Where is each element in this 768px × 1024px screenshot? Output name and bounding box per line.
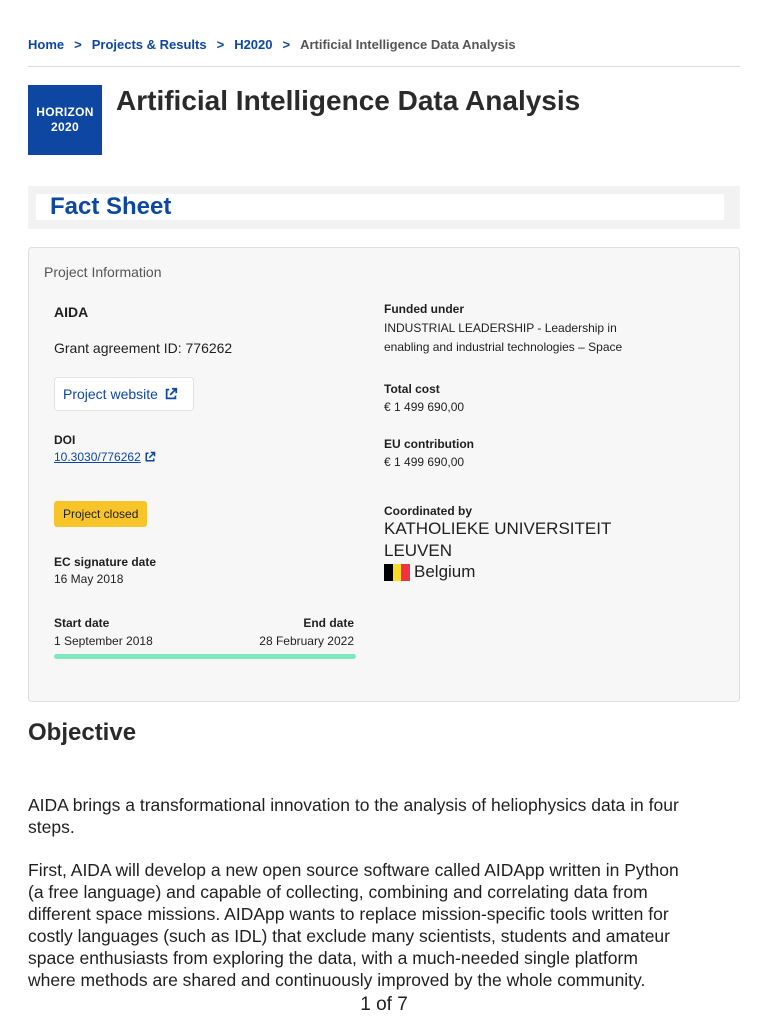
project-information-panel — [28, 247, 740, 702]
doi-value — [54, 450, 156, 464]
end-date-value: 28 February 2022 — [259, 634, 354, 648]
coordinator-name-line1: KATHOLIEKE UNIVERSITEIT — [384, 519, 612, 538]
funded-under-line1: INDUSTRIAL LEADERSHIP - Leadership in — [384, 321, 617, 335]
objective-heading: Objective — [28, 719, 137, 746]
eu-contribution-value: € 1 499 690,00 — [384, 455, 465, 469]
breadcrumb-programme-link[interactable]: H2020 — [234, 37, 273, 52]
project-acronym: AIDA — [54, 304, 89, 320]
objective-p1-line1: AIDA brings a transformational innovation to the analysis of heliophysics data in four — [28, 795, 679, 815]
ec-signature-value: 16 May 2018 — [54, 572, 124, 586]
objective-p2-line4: costly languages (such as IDL) that exclude many scientists, students and amateur — [28, 926, 670, 946]
project-progress-bar — [54, 654, 356, 659]
funded-under-label: Funded under — [384, 302, 464, 316]
objective-paragraph-2 — [28, 859, 740, 991]
country-name: Belgium — [414, 562, 476, 581]
page-number: 1 of 7 — [360, 994, 408, 1015]
belgium-flag-icon — [384, 564, 410, 581]
objective-p2-line2: (a free language) and capable of collecting, combining and correlating data from — [28, 882, 648, 902]
fact-sheet-title: Fact Sheet — [50, 193, 172, 220]
fact-sheet-band — [28, 186, 740, 229]
breadcrumb — [28, 37, 740, 67]
objective-p2-line6: where methods are shared and continuously improved by the whole community. — [28, 970, 646, 990]
project-website-button[interactable] — [54, 377, 194, 411]
doi-link-text: 10.3030/776262 — [54, 450, 141, 464]
panel-caption: Project Information — [44, 264, 162, 280]
breadcrumb-home-link[interactable]: Home — [28, 37, 65, 52]
ec-signature-label: EC signature date — [54, 555, 157, 569]
chevron-right-icon: > — [216, 37, 225, 52]
external-link-icon — [164, 387, 178, 401]
total-cost-value: € 1 499 690,00 — [384, 400, 465, 414]
start-date-label: Start date — [54, 616, 110, 630]
doi-label: DOI — [54, 433, 76, 447]
breadcrumb-projects-link[interactable]: Projects & Results — [91, 37, 207, 52]
objective-p2-line3: different space missions. AIDApp wants to replace mission-specific tools written for — [28, 904, 669, 924]
total-cost-label: Total cost — [384, 382, 440, 396]
horizon-2020-logo — [28, 85, 102, 155]
coordinated-by-label: Coordinated by — [384, 504, 473, 518]
objective-paragraph-1 — [28, 794, 740, 838]
chevron-right-icon: > — [282, 37, 291, 52]
project-website-label: Project website — [63, 386, 158, 402]
external-link-icon — [144, 451, 156, 463]
grant-agreement-id: Grant agreement ID: 776262 — [54, 340, 233, 356]
status-badge: Project closed — [54, 501, 147, 527]
objective-p1-line2: steps. — [28, 817, 75, 837]
coordinator-name — [384, 518, 684, 562]
start-date-value: 1 September 2018 — [54, 634, 153, 648]
logo-line1: HORIZON — [36, 105, 94, 119]
objective-p2-line1: First, AIDA will develop a new open source software called AIDApp written in Python — [28, 860, 679, 880]
page-title: Artificial Intelligence Data Analysis — [116, 85, 581, 116]
doi-link[interactable] — [54, 450, 156, 464]
eu-contribution-label: EU contribution — [384, 437, 474, 451]
chevron-right-icon: > — [74, 37, 82, 52]
coordinator-name-line2: LEUVEN — [384, 541, 453, 560]
end-date-label: End date — [303, 616, 354, 630]
coordinator-country — [384, 562, 475, 582]
objective-p2-line5: space enthusiasts from exploring the data, with a much-needed single platform — [28, 948, 638, 968]
logo-line2: 2020 — [51, 120, 79, 134]
funded-under-line2: enabling and industrial technologies – Space — [384, 340, 623, 354]
fact-sheet-header — [36, 194, 724, 220]
breadcrumb-current: Artificial Intelligence Data Analysis — [300, 37, 516, 52]
